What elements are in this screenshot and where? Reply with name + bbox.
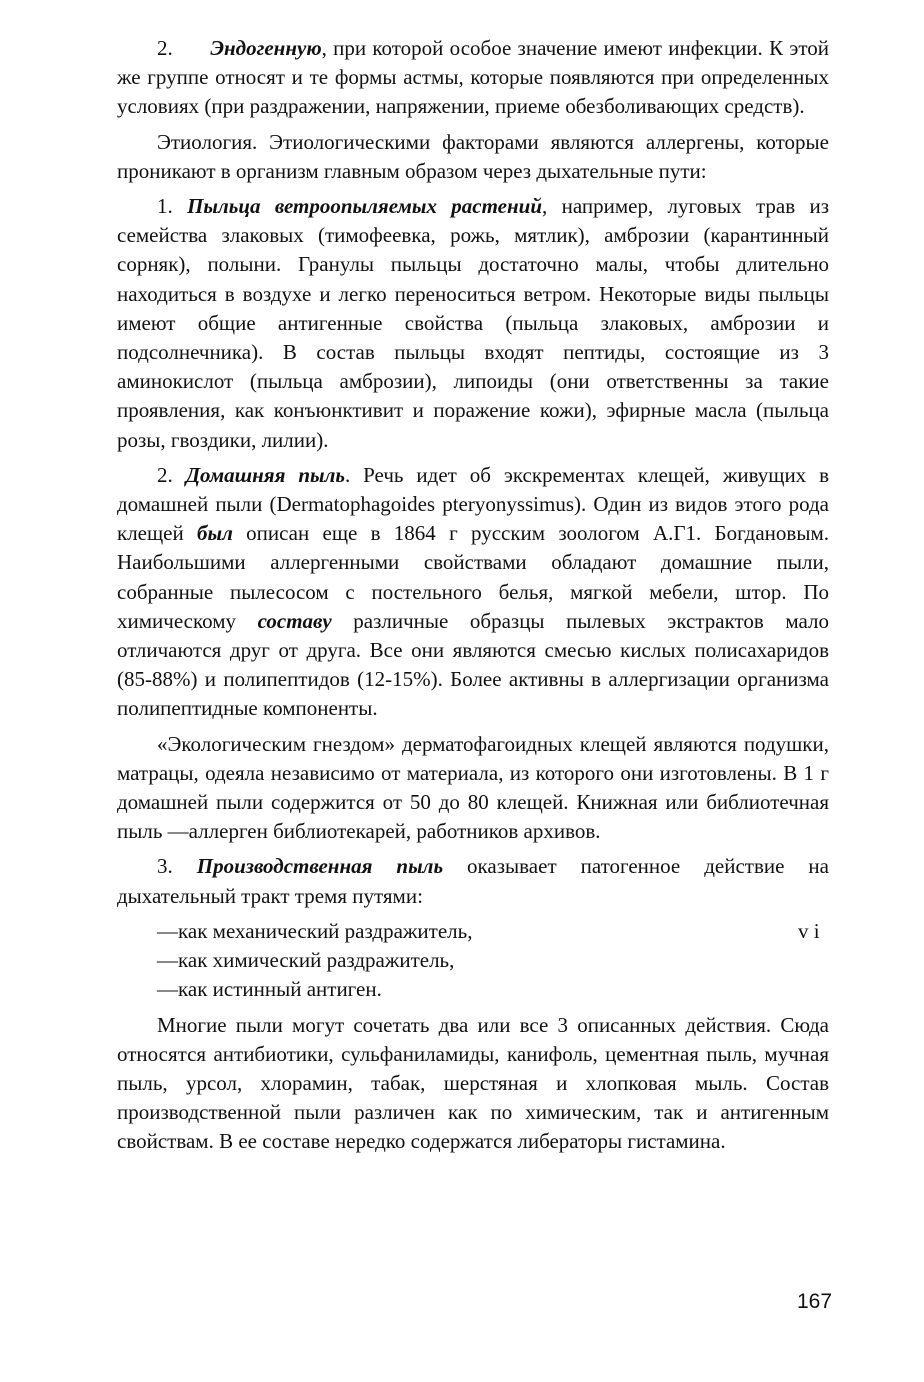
paragraph-text: описан еще в 1864 г русским зоологом А.Г1. Богдановым. Наибольшими аллергенными свойствами обладают домашние пыли, собранные пылесосом с постельного белья, мягкой мебели, штор. По химическому [117,521,829,633]
term-composition: составу [257,608,332,633]
list-item-mechanical: —как механический раздражитель, v i [117,917,829,946]
paragraph-etiology: Этиология. Этиологическими факторами являются аллергены, которые проникают в организм главным образом через дыхательные пути: [117,129,829,183]
paragraph-house-dust [117,461,829,724]
marginal-mark: v i [798,918,820,943]
term-pollen: Пыльца ветроопыляемых растений [187,194,543,219]
item-number: 2. [157,36,173,60]
paragraph-multiple-effects: Многие пыли могут сочетать два или все 3 описанных действия. Сюда относятся антибиотики, сульфаниламиды, канифоль, цементная пыль, мучная пыль, урсол, хлорамин, табак, шерстяная и хлопковая мыль. Состав производственной пыли различен как по химическим, так и антигенным свойствам. В ее составе нередко содержатся либераторы гистамина. [117,1012,829,1154]
paragraph-text: , например, луговых трав из семейства злаковых (тимофеевка, рожь, мятлик), амброзии (карантинный сорняк), полыни. Гранулы пыльцы достаточно малы, чтобы длительно находиться в воздухе и легко переноситься ветром. Некоторые виды пыльцы имеют общие антигенные свойства (пыльца злаковых, амброзии и подсолнечника). В состав пыльцы входят пептиды, состоящие из 3 аминокислот (пыльца амброзии), липоиды (они ответственны за такие проявления, как конъюнктивит и поражение кожи), эфирные масла (пыльца розы, гвоздики, лилии). [117,194,829,452]
paragraph-pollen [117,192,829,455]
paragraph-text: оказывает патогенное действие на дыхательный тракт тремя путями: [117,854,829,908]
paragraph-industrial-dust [117,852,829,910]
term-endogenous: Эндогенную [210,36,322,60]
paragraph-ecological-nest: «Экологическим гнездом» дерматофагоидных клещей являются подушки, матрацы, одеяла независимо от материала, из которого они изготовлены. В 1 г домашней пыли содержится от 50 до 80 клещей. Книжная или библиотечная пыль —аллерген библиотекарей, работников архивов. [117,731,829,844]
paragraph-text: , при которой особое значение имеют инфекции. К этой же группе относят и те формы астмы, которые появляются при определенных условиях (при раздражении, напряжении, приеме обезболивающих средств). [117,36,829,119]
list-item-antigen: —как истинный антиген. [157,977,382,1002]
item-number: 2. [157,462,173,487]
item-number: 1. [157,194,173,219]
page-body [117,34,829,1163]
paragraph-text: . Речь идет об экскрементах клещей, живущих в домашней пыли (Dermatophagoides pteryonyssimus). Один из видов этого рода клещей [117,462,830,546]
term-was: был [197,521,233,546]
item-number: 3. [157,854,173,879]
page-number: 167 [797,1290,833,1313]
term-house-dust: Домашняя пыль [185,462,345,487]
list-item-chemical: —как химический раздражитель, [157,948,455,973]
paragraph-endogenous [117,34,829,122]
paragraph-text: различные образцы пылевых экстрактов мало отличаются друг от друга. Все они являются смесью кислых полисахаридов (85-88%) и полипептидов (12-15%). Более активны в аллергизации организма полипептидные компоненты. [117,608,829,721]
term-industrial-dust: Производственная пыль [196,854,444,879]
